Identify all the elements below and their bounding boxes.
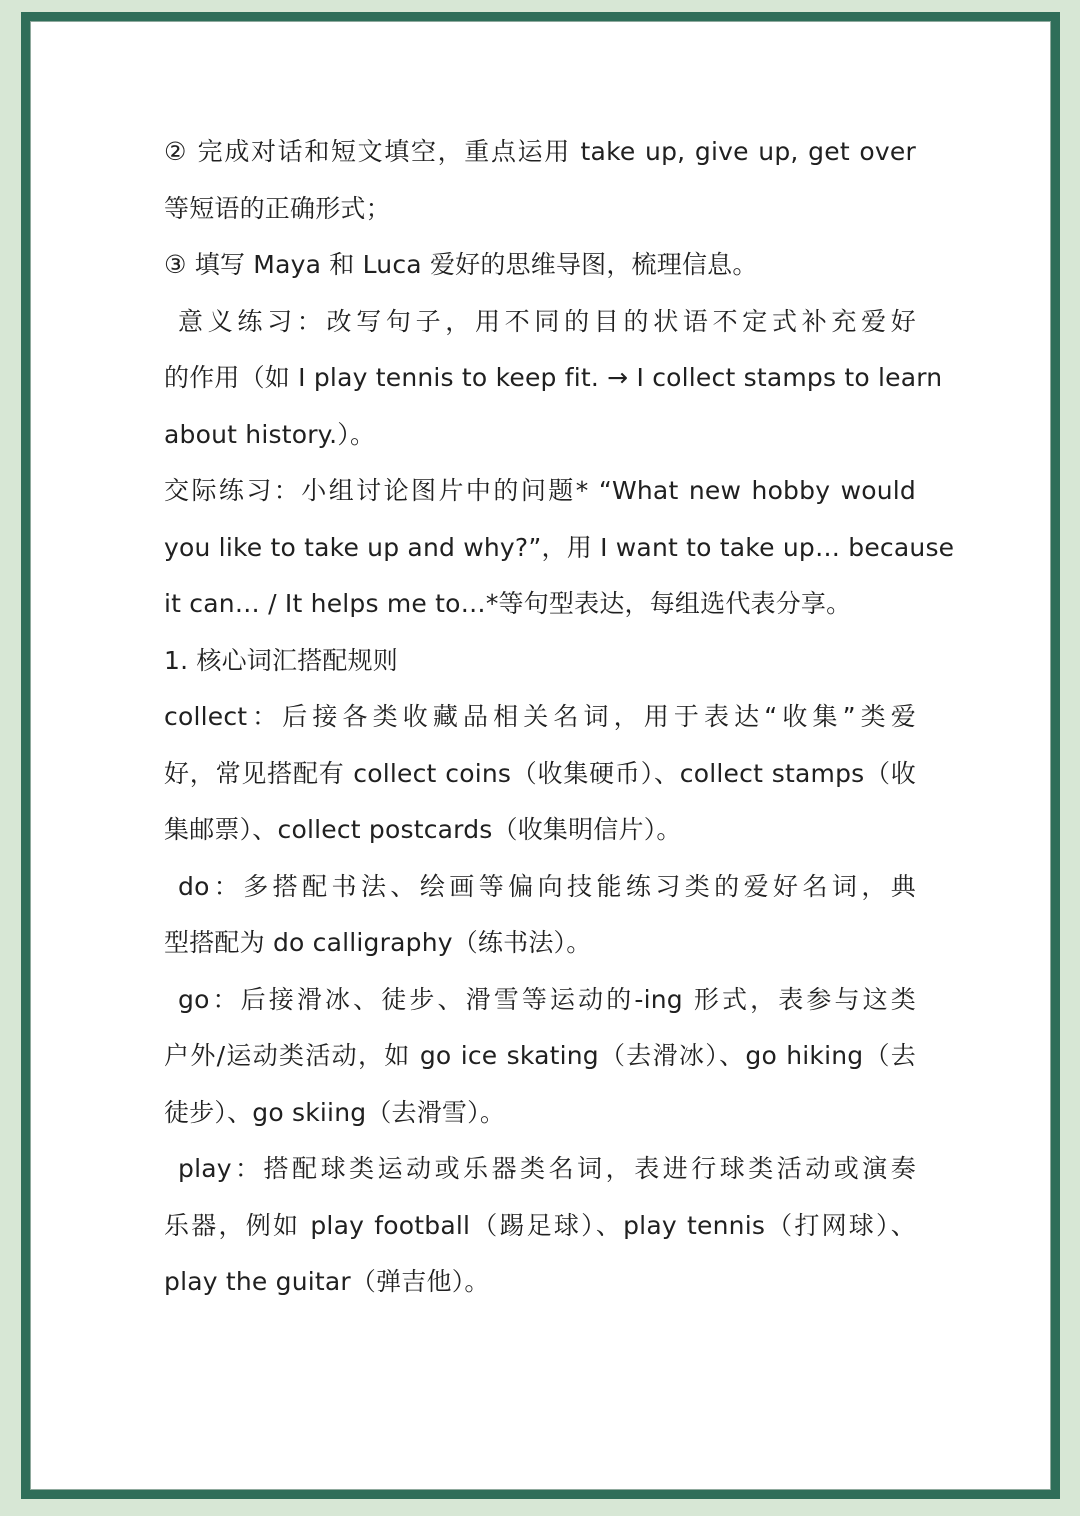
text-line: you like to take up and why?”，用 I want to take up… because [164, 532, 955, 562]
text-line: 等短语的正确形式； [164, 193, 391, 223]
text-line: ③ 填写 Maya 和 Luca 爱好的思维导图，梳理信息。 [164, 250, 758, 279]
text-line: 型搭配为 do calligraphy（练书法）。 [164, 928, 592, 957]
text-line: 意义练习：改写句子，用不同的目的状语不定式补充爱好 [178, 306, 916, 336]
text-line: play the guitar（弹吉他）。 [164, 1267, 490, 1296]
text-line: 乐器，例如 play football（踢足球）、play tennis（打网球）、 [164, 1210, 916, 1240]
text-line: 徒步）、go skiing（去滑雪）。 [164, 1097, 506, 1127]
document-body [164, 124, 955, 1311]
text-line: go：后接滑冰、徒步、滑雪等运动的-ing 形式，表参与这类 [178, 984, 916, 1014]
text-line: about history.）。 [164, 419, 376, 449]
text-line: 好，常见搭配有 collect coins（收集硬币）、collect stamps（收 [164, 758, 916, 788]
text-line: ② 完成对话和短文填空，重点运用 take up, give up, get over [164, 137, 916, 166]
text-line: 户外/运动类活动，如 go ice skating（去滑冰）、go hiking（去 [164, 1041, 916, 1070]
text-line: play：搭配球类运动或乐器类名词，表进行球类活动或演奏 [178, 1154, 916, 1183]
text-line: 集邮票）、collect postcards（收集明信片）。 [164, 815, 682, 844]
text-line: 的作用（如 I play tennis to keep fit. → I collect stamps to learn [164, 363, 943, 392]
text-line: collect：后接各类收藏品相关名词，用于表达“收集”类爱 [164, 702, 916, 731]
text-line: it can… / It helps me to…*等句型表达，每组选代表分享。 [164, 589, 852, 618]
section-heading: 1. 核心词汇搭配规则 [164, 645, 399, 675]
text-line: do：多搭配书法、绘画等偏向技能练习类的爱好名词，典 [178, 871, 916, 901]
text-line: 交际练习：小组讨论图片中的问题* “What new hobby would [164, 476, 916, 505]
